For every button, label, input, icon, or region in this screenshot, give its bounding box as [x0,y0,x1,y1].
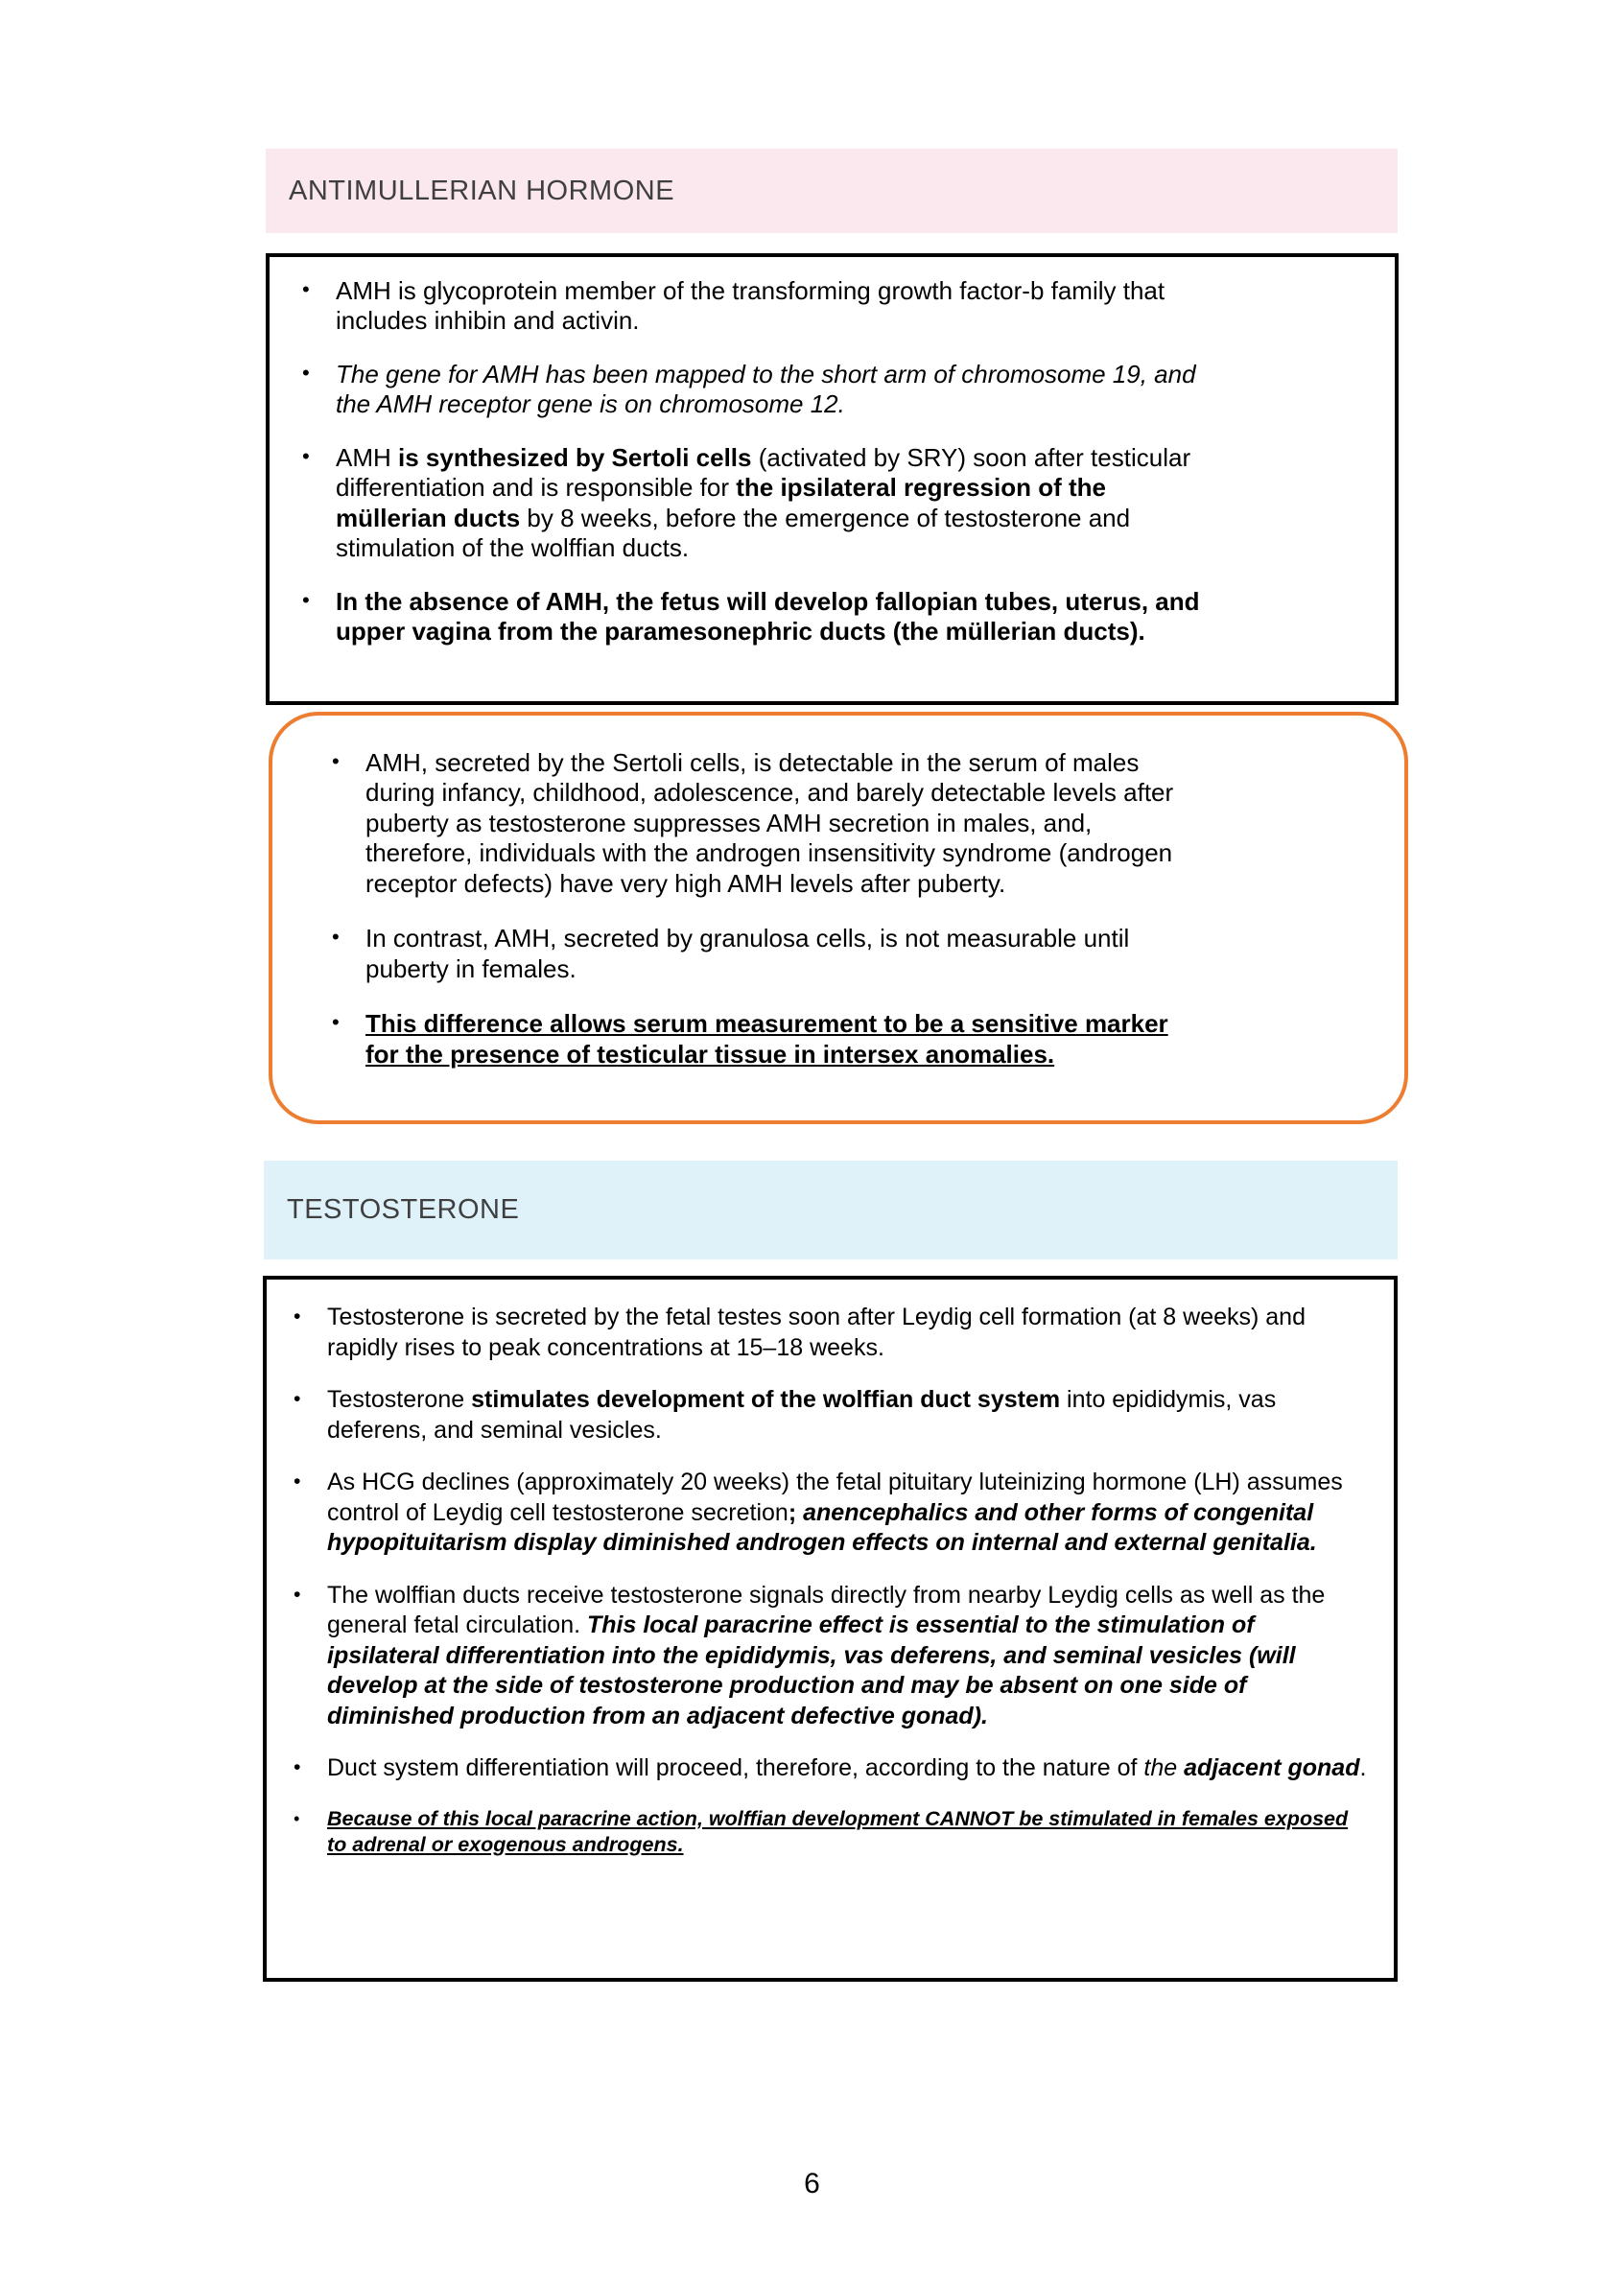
text-run: The wolffian ducts receive testosterone signals directly from nearby Leydig cells as well as the general fetal circulation. [327,1581,1326,1638]
text-run: into epididymis, vas deferens, and seminal vesicles. [327,1386,1277,1444]
text-run: adjacent gonad [1184,1754,1360,1781]
text-run: is synthesized by Sertoli cells [398,442,752,472]
text-run: The gene for AMH has been mapped to the short arm of chromosome 19, and the AMH receptor gene is on chromosome 12. [336,359,1196,419]
text-run: ; [788,1498,804,1526]
amh-serum-list [330,748,1191,1070]
text-run: by 8 weeks, before the emergence of testosterone and stimulation of the wolffian ducts. [336,503,1131,563]
text-run: anencephalics and other forms of congenital hypopituitarism display diminished androgen effects on internal and external genitalia. [327,1498,1317,1556]
text-run: In contrast, AMH, secreted by granulosa cells, is not measurable until puberty in females. [365,924,1130,983]
text-run: the [1143,1754,1178,1781]
bullet-item [330,1009,1191,1070]
text-run: the ipsilateral regression of the müllerian ducts [336,473,1106,532]
text-run: Because of this local paracrine action, wolffian development CANNOT be stimulated in females exposed to adrenal or exogenous androgens. [327,1806,1349,1856]
testosterone-facts-box [263,1276,1398,1982]
text-run: Testosterone is secreted by the fetal testes soon after Leydig cell formation (at 8 weeks) and rapidly rises to peak concentrations at 15–18 weeks. [327,1304,1306,1361]
bullet-item [300,587,1222,647]
bullet-item [300,443,1222,564]
text-run: Duct system differentiation will proceed, therefore, according to the nature of [327,1754,1144,1781]
bullet-item [292,1806,1367,1858]
bullet-item [292,1468,1367,1559]
text-run: (activated by SRY) soon after testicular differentiation and is responsible for [336,442,1191,503]
text-run: AMH is glycoprotein member of the transforming growth factor-b family that includes inhibin and activin. [336,276,1165,336]
text-run: AMH, secreted by the Sertoli cells, is detectable in the serum of males during infancy, childhood, adolescence, and barely detectable levels after puberty as testosterone suppresses AMH secretion in males, and, therefore, individuals with the androgen insensitivity syndrome (androgen receptor defects) have very high AMH levels after puberty. [365,748,1174,898]
text-run: This local paracrine effect is essential to the stimulation of ipsilateral differentiation into the epididymis, vas deferens, and seminal vesicles (will develop at the side of testosterone production and may be absent on one side of diminished production from an adjacent defective gonad). [327,1611,1296,1729]
bullet-item [300,360,1222,420]
section-header-testosterone-label: TESTOSTERONE [287,1194,520,1225]
bullet-item [330,748,1191,899]
bullet-item [292,1581,1367,1732]
section-header-antimullerian [266,149,1398,233]
bullet-item [300,276,1222,337]
amh-facts-list [300,276,1222,647]
bullet-item [292,1385,1367,1446]
bullet-item [330,924,1191,984]
text-run: . [1359,1754,1367,1781]
amh-serum-callout-box [269,712,1408,1124]
text-run: As HCG declines (approximately 20 weeks) the fetal pituitary luteinizing hormone (LH) assumes control of Leydig cell testosterone secretion [327,1469,1343,1526]
testosterone-facts-list [292,1303,1367,1858]
text-run: stimulates development of the wolffian duct system [471,1386,1061,1413]
bullet-item [292,1303,1367,1363]
text-run: This difference allows serum measurement to be a sensitive marker for the presence of testicular tissue in intersex anomalies. [365,1009,1168,1069]
bullet-item [292,1753,1367,1784]
amh-facts-box [266,253,1399,705]
page-number: 6 [804,2168,820,2199]
text-run: Testosterone [327,1386,472,1413]
text-run: AMH [336,442,398,472]
section-header-antimullerian-label: ANTIMULLERIAN HORMONE [289,175,675,206]
text-run: In the absence of AMH, the fetus will develop fallopian tubes, uterus, and upper vagina from the paramesonephric ducts (the müllerian ducts). [336,586,1200,647]
section-header-testosterone [264,1161,1398,1259]
